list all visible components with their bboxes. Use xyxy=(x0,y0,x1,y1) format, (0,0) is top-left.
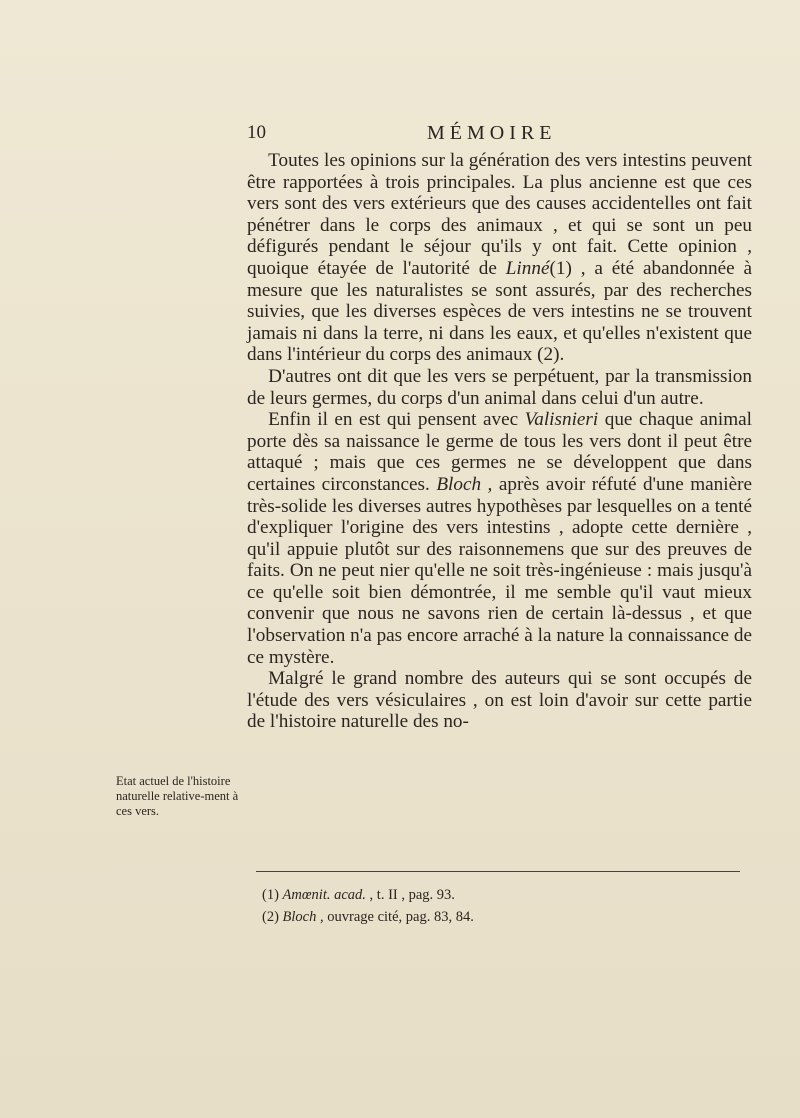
footnote-rule xyxy=(256,871,740,872)
paragraph-transmission: D'autres ont dit que les vers se perpétuent, par la transmission de leurs germes, du corps d'un animal dans celui d'un autre. xyxy=(247,365,752,409)
footnotes xyxy=(262,884,742,928)
paragraph-germs: Enfin il en est qui pensent avec Valisnieri que chaque animal porte dès sa naissance le germe de tous les vers dont il peut être attaqué ; mais que ces germes ne se développent que dans certaines circonstances. Bloch , après avoir réfuté d'une manière très-solide les diverses autres hypothèses par lesquelles on a tenté d'expliquer l'origine des vers intestins , adopte cette dernière , qu'il appuie plutôt sur des raisonnemens que sur des preuves de faits. On ne peut nier qu'elle ne soit très-ingénieuse : mais jusqu'à ce qu'elle soit bien démontrée, il me semble qu'il vaut mieux convenir que nous ne savons rien de certain là-dessus , et que l'observation n'a pas encore arraché à la nature la connaissance de ce mystère. xyxy=(247,409,752,668)
running-title: MÉMOIRE xyxy=(427,122,557,144)
body-text xyxy=(247,150,752,733)
author-name: Bloch , xyxy=(436,473,493,495)
page-number: 10 xyxy=(247,122,266,143)
author-name: Valisnieri xyxy=(524,409,599,431)
paragraph-authors: Malgré le grand nombre des auteurs qui se sont occupés de l'étude des vers vésiculaires , on est loin d'avoir sur cette partie de l'histoire naturelle des no- xyxy=(247,668,752,733)
margin-note: Etat actuel de l'histoire naturelle relative-ment à ces vers. xyxy=(116,774,239,818)
author-name: Linné xyxy=(505,257,550,279)
paragraph-opinions: Toutes les opinions sur la génération des vers intestins peuvent être rapportées à trois principales. La plus ancienne est que ces vers sont des vers extérieurs que des causes accidentelles ont fait pénétrer dans le corps des animaux , et qui se sont un peu défigurés pendant le séjour qu'ils y ont fait. Cette opinion , quoique étayée de l'autorité de Linné(1) , a été abandonnée à mesure que les naturalistes se sont assurés, par des recherches suivies, que les diverses espèces de vers intestins ne se trouvent jamais ni dans la terre, ni dans les eaux, et qu'elles n'existent que dans l'intérieur du corps des animaux (2). xyxy=(247,150,752,366)
footnote-2: (2) Bloch , ouvrage cité, pag. 83, 84. xyxy=(262,909,474,925)
page-header xyxy=(247,122,752,148)
footnote-1: (1) Amœnit. acad. , t. II , pag. 93. xyxy=(262,887,455,903)
